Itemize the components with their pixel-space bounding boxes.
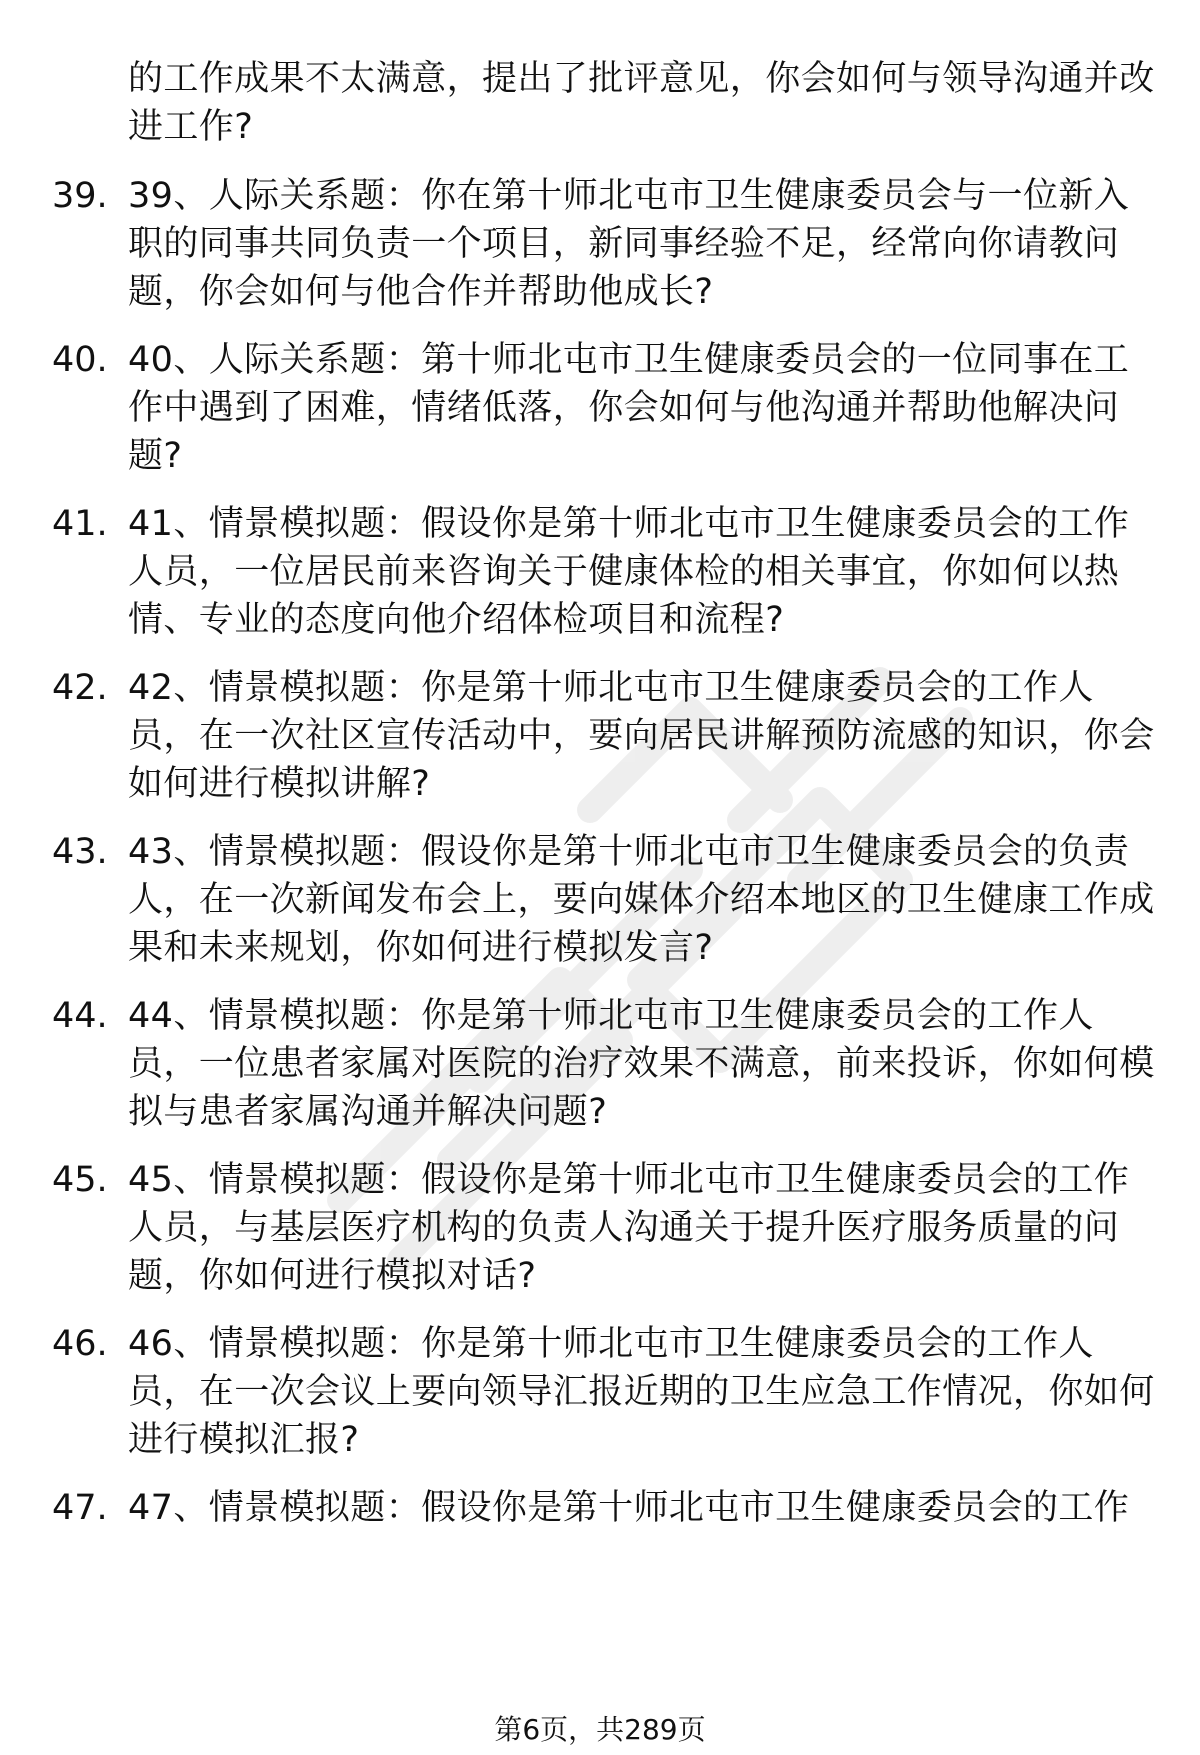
item-number: 39. (52, 176, 108, 216)
item-text: 44、情景模拟题：你是第十师北屯市卫生健康委员会的工作人员，一位患者家属对医院的治疗效果不满意，前来投诉，你如何模拟与患者家属沟通并解决问题? (128, 996, 1155, 1132)
item-text: 39、人际关系题：你在第十师北屯市卫生健康委员会与一位新入职的同事共同负责一个项目，新同事经验不足，经常向你请教问题，你会如何与他合作并帮助他成长? (128, 176, 1130, 312)
item-number: 40. (52, 340, 108, 380)
item-text: 46、情景模拟题：你是第十师北屯市卫生健康委员会的工作人员，在一次会议上要向领导汇报近期的卫生应急工作情况，你如何进行模拟汇报? (128, 1324, 1155, 1460)
item-text: 45、情景模拟题：假设你是第十师北屯市卫生健康委员会的工作人员，与基层医疗机构的负责人沟通关于提升医疗服务质量的问题，你如何进行模拟对话? (128, 1160, 1130, 1296)
item-text: 43、情景模拟题：假设你是第十师北屯市卫生健康委员会的负责人，在一次新闻发布会上，要向媒体介绍本地区的卫生健康工作成果和未来规划，你如何进行模拟发言? (128, 832, 1155, 968)
item-number: 41. (52, 504, 108, 544)
item-number: 46. (52, 1324, 108, 1364)
item-number: 44. (52, 996, 108, 1036)
item-text: 40、人际关系题：第十师北屯市卫生健康委员会的一位同事在工作中遇到了困难，情绪低落，你会如何与他沟通并帮助他解决问题? (128, 340, 1130, 476)
item-text: 41、情景模拟题：假设你是第十师北屯市卫生健康委员会的工作人员，一位居民前来咨询关于健康体检的相关事宜，你如何以热情、专业的态度向他介绍体检项目和流程? (128, 504, 1130, 640)
item-number: 45. (52, 1160, 108, 1200)
item-number: 43. (52, 832, 108, 872)
continued-paragraph: 的工作成果不太满意，提出了批评意见，你会如何与领导沟通并改进工作? (128, 59, 1155, 147)
item-text: 47、情景模拟题：假设你是第十师北屯市卫生健康委员会的工作 (128, 1488, 1130, 1528)
item-text: 42、情景模拟题：你是第十师北屯市卫生健康委员会的工作人员，在一次社区宣传活动中，要向居民讲解预防流感的知识，你会如何进行模拟讲解? (128, 668, 1155, 804)
page-footer: 第6页，共289页 (494, 1713, 706, 1746)
item-number: 42. (52, 668, 108, 708)
item-number: 47. (52, 1488, 108, 1528)
